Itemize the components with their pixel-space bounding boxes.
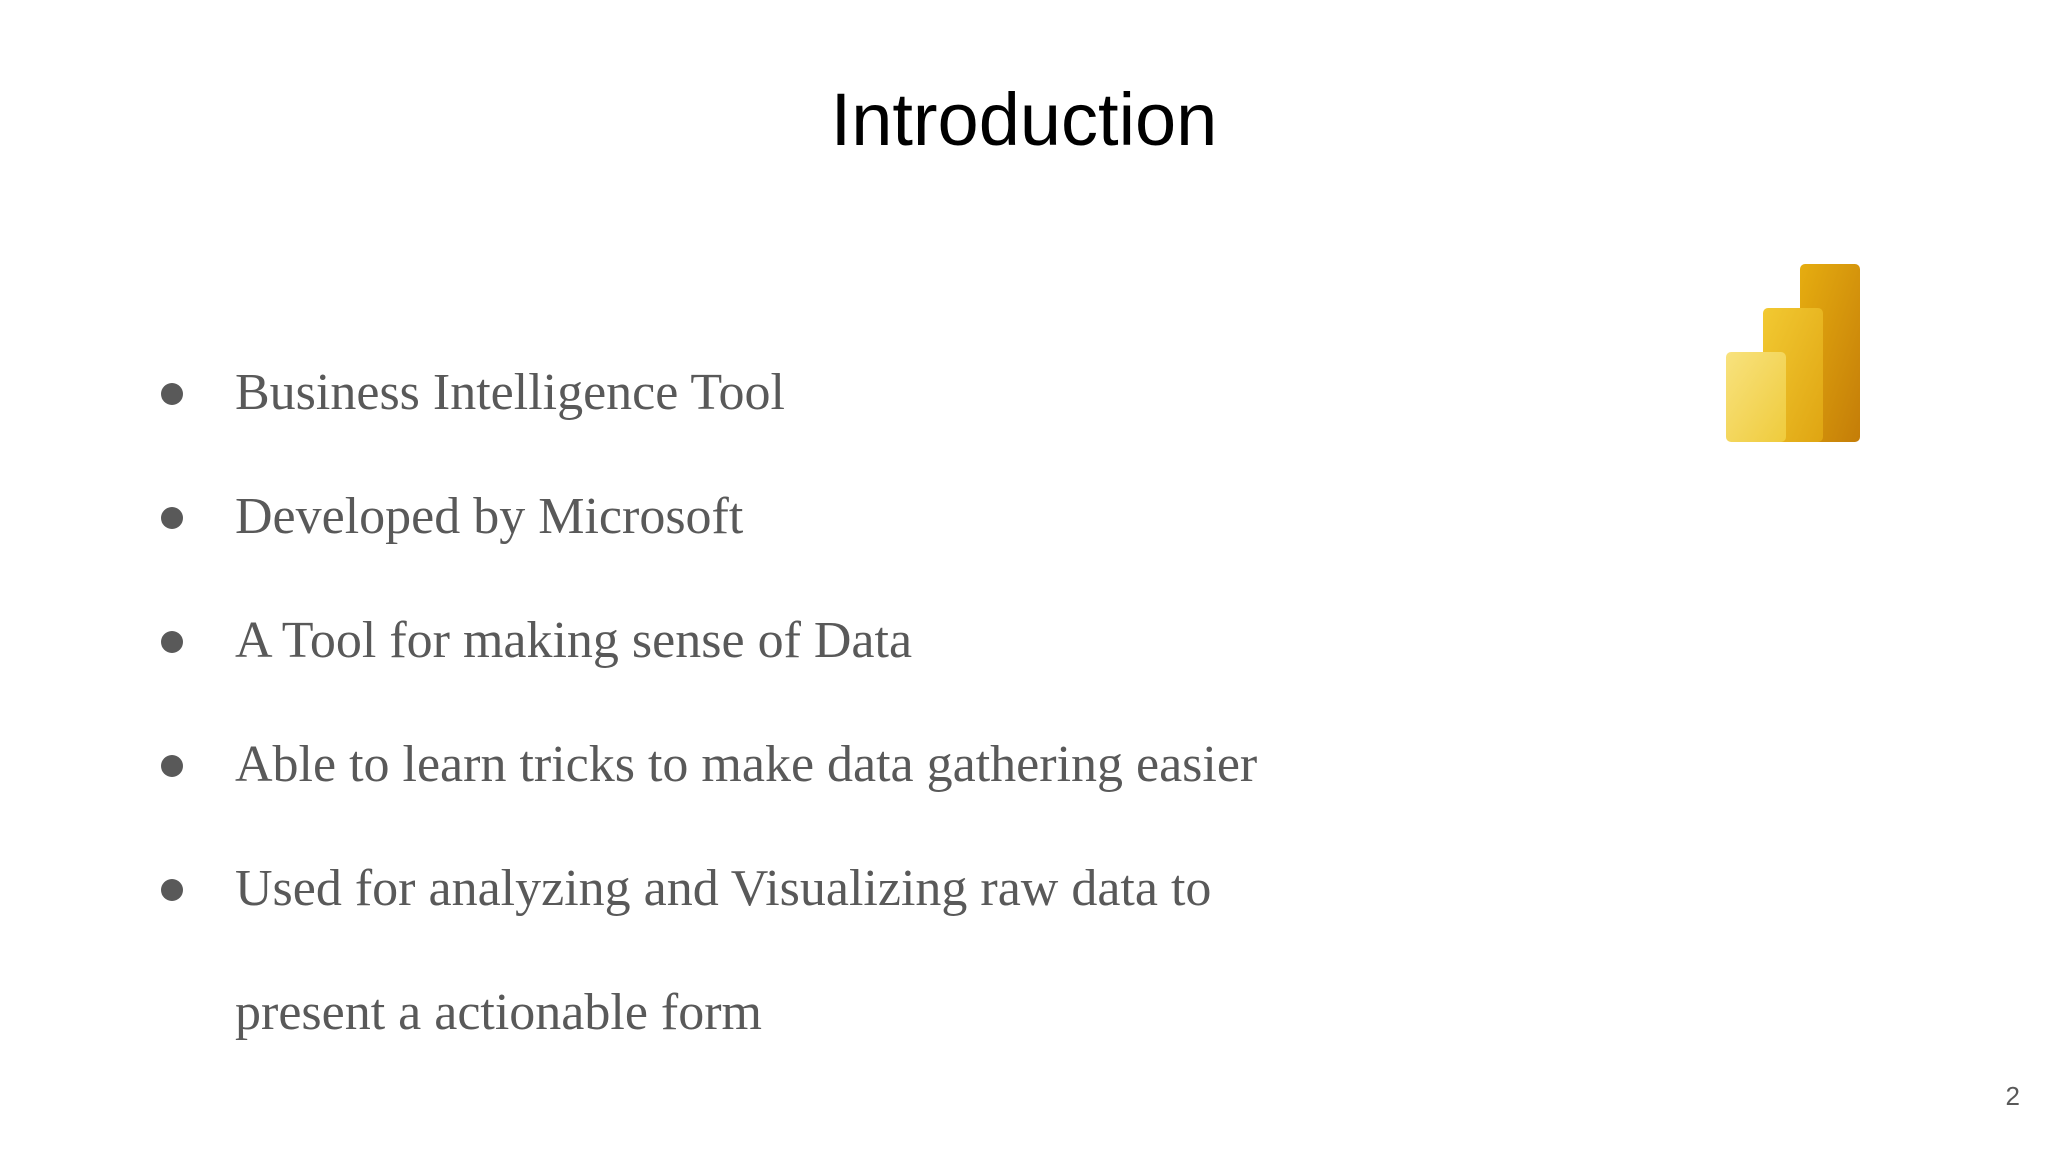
bullet-text: Developed by Microsoft	[235, 488, 744, 545]
bullet-dot-icon	[161, 755, 183, 777]
page-number: 2	[2005, 1081, 2020, 1111]
bullet-dot-icon	[161, 879, 183, 901]
slide-title: Introduction	[830, 78, 1218, 161]
bullet-dot-icon	[161, 507, 183, 529]
logo-bar-short	[1726, 352, 1786, 442]
bullet-text-line-2: present a actionable form	[235, 984, 762, 1041]
power-bi-logo-icon	[1726, 264, 1860, 442]
bullet-text: Able to learn tricks to make data gathering easier	[235, 736, 1258, 793]
bullet-text-line-1: Used for analyzing and Visualizing raw data to	[235, 860, 1212, 917]
bullet-dot-icon	[161, 383, 183, 405]
bullet-dot-icon	[161, 631, 183, 653]
bullet-text: A Tool for making sense of Data	[235, 612, 913, 669]
bullet-text: Business Intelligence Tool	[235, 364, 785, 421]
